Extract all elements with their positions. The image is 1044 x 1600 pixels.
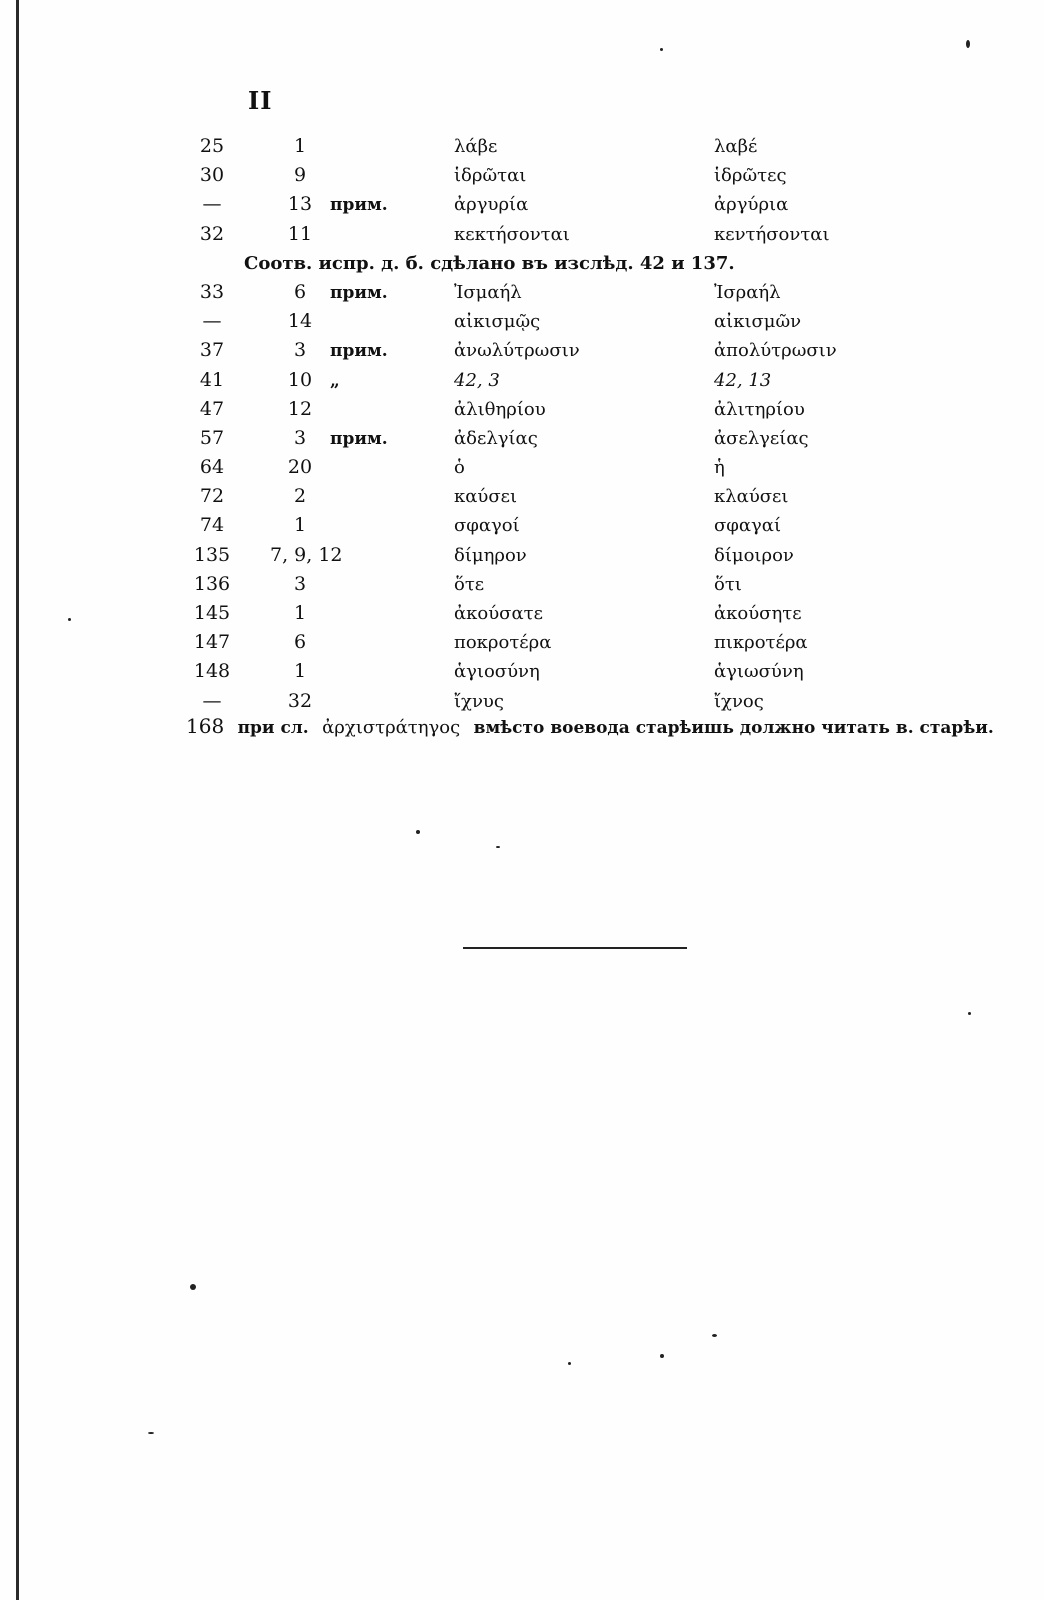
errata-page: 145 [193, 602, 231, 624]
errata-page: 74 [199, 514, 225, 537]
errata-page: 25 [199, 135, 225, 157]
errata-correct-reading: λαβέ [714, 136, 758, 157]
errata-correct-reading: δίμοιρον [714, 544, 794, 566]
errata-page: 37 [199, 339, 225, 362]
errata-row [180, 657, 980, 686]
errata-page: 57 [199, 426, 225, 449]
errata-page: 136 [193, 572, 231, 595]
errata-row [180, 395, 980, 424]
errata-correct-reading: ἴχνος [714, 690, 764, 712]
errata-line-number: 3 [293, 339, 307, 362]
errata-table [180, 132, 980, 716]
errata-line-note: прим. [330, 341, 388, 362]
scan-speck [568, 1362, 571, 1365]
errata-correct-reading: σφαγαί [714, 515, 782, 537]
errata-correct-reading: Ἰσραήλ [714, 281, 781, 303]
errata-line-number: 32 [287, 689, 313, 712]
errata-note-row [180, 249, 980, 278]
errata-line-number: 20 [287, 456, 313, 479]
errata-wrong-reading: λάβε [454, 136, 498, 157]
scan-speck [712, 1334, 717, 1337]
horizontal-rule [463, 947, 687, 949]
errata-wrong-reading: αἰκισμῷς [454, 311, 541, 333]
errata-wrong-reading: ὅτε [454, 573, 485, 595]
errata-line [270, 599, 380, 629]
errata-correct-reading: ἱδρῶτες [714, 165, 787, 187]
errata-line-number: 9 [293, 164, 307, 187]
errata-line-number: 11 [287, 222, 313, 245]
errata-page: 33 [199, 280, 225, 303]
errata-row [180, 628, 980, 657]
errata-row [180, 190, 980, 219]
scan-speck [68, 618, 71, 621]
errata-final-entry [186, 712, 994, 742]
errata-line [270, 482, 380, 512]
errata-page: 148 [193, 660, 231, 683]
errata-correct-reading: αἰκισμῶν [714, 311, 802, 333]
errata-correct-reading: κλαύσει [714, 486, 789, 508]
errata-line [270, 132, 380, 162]
errata-note-text: Соотв. испр. д. б. сдѣлано въ изслѣд. 42 и 137. [244, 252, 735, 274]
errata-line-number: 3 [293, 426, 307, 449]
errata-page: 30 [199, 164, 225, 187]
errata-row [180, 424, 980, 453]
page-number: II [248, 86, 273, 115]
errata-page: 135 [193, 543, 231, 566]
errata-line [270, 307, 380, 337]
errata-row [180, 511, 980, 540]
errata-wrong-reading: καύσει [454, 486, 518, 508]
errata-wrong-reading: ὁ [454, 457, 465, 479]
errata-row [180, 307, 980, 336]
errata-row [180, 482, 980, 511]
errata-wrong-reading: ἴχνυς [454, 690, 504, 712]
errata-line-number: 12 [287, 397, 313, 420]
errata-correct-reading: ἀλιτηρίου [714, 398, 805, 420]
errata-wrong-reading: ἁγιοσύνη [454, 661, 540, 683]
errata-line [270, 366, 380, 396]
errata-line-number: 1 [293, 602, 307, 624]
errata-page: 41 [199, 368, 225, 391]
errata-line [270, 190, 388, 220]
errata-line [270, 570, 380, 600]
errata-page: 32 [199, 222, 225, 245]
errata-line-note: „ [330, 370, 340, 391]
errata-correct-reading: ἁγιωσύνη [714, 661, 804, 683]
errata-line-note: прим. [330, 195, 388, 216]
scan-speck [660, 1354, 664, 1358]
scan-speck [496, 846, 500, 848]
errata-row [180, 336, 980, 365]
errata-line [270, 336, 388, 366]
errata-page: 47 [199, 397, 225, 420]
errata-correct-reading: ἀπολύτρωσιν [714, 340, 837, 362]
errata-line [270, 395, 380, 425]
errata-line [270, 161, 380, 191]
errata-wrong-reading: ἀδελγίας [454, 427, 538, 449]
errata-page: — [202, 689, 222, 712]
errata-line-number: 1 [293, 514, 307, 537]
errata-page: 147 [193, 631, 231, 654]
scan-speck [148, 1432, 154, 1434]
errata-line [270, 424, 388, 454]
errata-row [180, 541, 980, 570]
errata-correct-reading: 42, 13 [714, 369, 772, 391]
scan-speck [660, 48, 663, 51]
errata-correct-reading: ἀργύρια [714, 194, 789, 216]
errata-correct-reading: ὅτι [714, 573, 742, 595]
scan-speck [190, 1284, 196, 1290]
errata-line-number: 6 [293, 280, 307, 303]
errata-row [180, 220, 980, 249]
errata-correct-reading: ἡ [714, 457, 725, 479]
errata-wrong-reading: 42, 3 [454, 369, 500, 391]
errata-row [180, 132, 980, 161]
errata-line-number: 3 [293, 572, 307, 595]
errata-line-number: 1 [293, 660, 307, 683]
final-page-number: 168 [186, 714, 225, 738]
errata-correct-reading: κεντήσονται [714, 223, 830, 245]
errata-row [180, 570, 980, 599]
errata-page: 64 [199, 456, 225, 479]
final-prefix: при сл. [237, 718, 309, 738]
errata-wrong-reading: σφαγοί [454, 515, 520, 537]
errata-row [180, 366, 980, 395]
errata-line-number: 14 [287, 310, 313, 333]
errata-line [270, 657, 380, 687]
errata-line [270, 541, 380, 571]
errata-wrong-reading: δίμηρον [454, 544, 527, 566]
errata-wrong-reading: ποκροτέρα [454, 632, 552, 654]
errata-line-number: 7, 9, 12 [270, 543, 343, 566]
errata-line [270, 220, 380, 250]
errata-line-note: прим. [330, 282, 388, 303]
errata-line-number: 10 [287, 368, 313, 391]
scan-speck [966, 40, 970, 48]
errata-row [180, 599, 980, 628]
errata-correct-reading: ἀσελγείας [714, 427, 809, 449]
errata-page: — [202, 193, 222, 216]
errata-wrong-reading: κεκτήσονται [454, 223, 570, 245]
errata-line-number: 1 [293, 135, 307, 157]
errata-wrong-reading: ἀλιθηρίου [454, 398, 546, 420]
errata-wrong-reading: ἀκούσατε [454, 603, 543, 624]
errata-line [270, 278, 388, 308]
final-correction-text: вмѣсто воевода старѣишь должно читать в. старѣи. [473, 718, 994, 738]
errata-row [180, 453, 980, 482]
errata-page: — [202, 310, 222, 333]
errata-page: 72 [199, 485, 225, 508]
errata-line [270, 453, 380, 483]
errata-row [180, 278, 980, 307]
errata-correct-reading: ἀκούσητε [714, 603, 802, 624]
errata-correct-reading: πικροτέρα [714, 632, 808, 654]
page-binding-edge [16, 0, 19, 1600]
errata-line [270, 628, 380, 658]
scan-speck [968, 1012, 971, 1015]
errata-wrong-reading: Ἰσμαήλ [454, 281, 522, 303]
errata-wrong-reading: ἱδρῶται [454, 165, 527, 187]
errata-line-number: 6 [293, 631, 307, 654]
errata-row [180, 161, 980, 190]
errata-wrong-reading: ἀργυρία [454, 194, 529, 216]
errata-line [270, 511, 380, 541]
errata-line-number: 2 [293, 485, 307, 508]
scan-speck [416, 830, 420, 834]
final-greek-word: ἀρχιστράτηγος [322, 717, 461, 738]
errata-wrong-reading: ἀνωλύτρωσιν [454, 340, 580, 362]
errata-line-note: прим. [330, 428, 388, 449]
errata-line-number: 13 [287, 193, 313, 216]
